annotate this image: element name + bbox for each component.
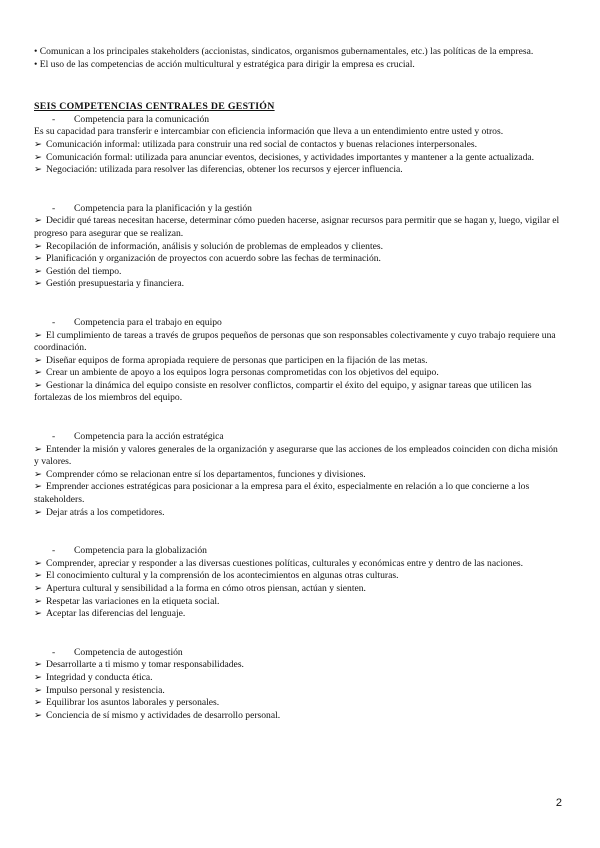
arrow-bullet-icon: ➢ [34,608,43,620]
arrow-bullet-icon: ➢ [34,240,43,252]
list-item-text: Comunicación informal: utilizada para construir una red social de contactos y buenas relaciones interpersonales. [46,138,478,150]
list-item [34,710,562,723]
list-item [34,278,562,291]
list-item [34,152,562,165]
arrow-bullet-icon: ➢ [34,709,43,721]
arrow-bullet-icon: ➢ [34,278,43,290]
list-item-text: Impulso personal y resistencia. [46,684,165,696]
arrow-bullet-icon: ➢ [34,329,43,341]
list-item-text: Comprender cómo se relacionan entre sí los departamentos, funciones y divisiones. [46,468,366,480]
section [34,203,562,291]
list-item [34,558,562,571]
section-title-text: Competencia para la planificación y la gestión [74,202,252,214]
list-item-text: Comprender, apreciar y responder a las diversas cuestiones políticas, culturales y económicas entre y dentro de las naciones. [46,557,523,569]
arrow-bullet-icon: ➢ [34,671,43,683]
list-item-text: Comunicación formal: utilizada para anunciar eventos, decisiones, y actividades importantes y mantener a la gente actualizada. [46,151,535,163]
section-title [34,203,562,216]
section-title [34,545,562,558]
arrow-bullet-icon: ➢ [34,481,43,493]
arrow-bullet-icon: ➢ [34,443,43,455]
dash-bullet: - [52,202,56,214]
arrow-bullet-icon: ➢ [34,354,43,366]
section-title [34,647,562,660]
arrow-bullet-icon: ➢ [34,468,43,480]
arrow-bullet-icon: ➢ [34,570,43,582]
section-title-text: Competencia para la comunicación [74,113,210,125]
arrow-bullet-icon: ➢ [34,595,43,607]
list-item [34,253,562,266]
arrow-bullet-icon: ➢ [34,506,43,518]
list-item-text: Desarrollarte a ti mismo y tomar responsabilidades. [46,659,244,671]
document-page [34,46,562,748]
list-item-text: Emprender acciones estratégicas para posicionar a la empresa para el éxito, especialmente en relación a lo que concierne a los stakeholders. [34,481,530,506]
intro-block [34,46,562,71]
dash-bullet: - [52,316,56,328]
arrow-bullet-icon: ➢ [34,164,43,176]
dash-bullet: - [52,113,56,125]
arrow-bullet-icon: ➢ [34,659,43,671]
section-title-text: Competencia para la acción estratégica [74,431,224,443]
list-item-text: Negociación: utilizada para resolver las diferencias, obtener los recursos y ejercer influencia. [46,164,403,176]
list-item-text: Integridad y conducta ética. [46,671,153,683]
list-item [34,481,562,506]
list-item-text: El conocimiento cultural y la comprensión de los acontecimientos en algunas otras culturas. [46,570,399,582]
list-item-text: Conciencia de sí mismo y actividades de desarrollo personal. [46,709,281,721]
list-item [34,330,562,355]
list-item [34,444,562,469]
section-title-text: Competencia para la globalización [74,545,207,557]
list-item [34,583,562,596]
list-item-text: Apertura cultural y sensibilidad a la forma en cómo otros piensan, actúan y sienten. [46,583,366,594]
dash-bullet: - [52,545,56,557]
list-item [34,507,562,520]
dash-bullet: - [52,646,56,658]
section-title [34,317,562,330]
list-item [34,697,562,710]
arrow-bullet-icon: ➢ [34,265,43,277]
list-item [34,266,562,279]
list-item [34,659,562,672]
arrow-bullet-icon: ➢ [34,253,43,265]
section-title-text: Competencia para el trabajo en equipo [74,316,222,328]
section [34,114,562,177]
list-item [34,685,562,698]
list-item [34,164,562,177]
arrow-bullet-icon: ➢ [34,151,43,163]
section [34,431,562,519]
list-item [34,215,562,240]
arrow-bullet-icon: ➢ [34,583,43,594]
list-item-text: Aceptar las diferencias del lenguaje. [46,608,186,620]
section [34,647,562,723]
list-item-text: Equilibrar los asuntos laborales y personales. [46,697,220,709]
intro-bullet: • Comunican a los principales stakeholders (accionistas, sindicatos, organismos gubernamentales, etc.) las políticas de la empresa. [34,46,534,57]
list-item [34,596,562,609]
section-title [34,431,562,444]
list-item [34,672,562,685]
list-item-text: Entender la misión y valores generales de la organización y asegurarse que las acciones de los empleados coinciden con dicha misión y valores. [34,443,558,468]
main-title: SEIS COMPETENCIAS CENTRALES DE GESTIÓN [34,101,275,113]
sections-container [34,114,562,723]
list-item-text: Gestión del tiempo. [46,265,122,277]
list-item-text: Crear un ambiente de apoyo a los equipos logra personas comprometidas con los objetivos del equipo. [46,367,439,379]
list-item-text: Planificación y organización de proyectos con acuerdo sobre las fechas de terminación. [46,253,381,265]
arrow-bullet-icon: ➢ [34,367,43,379]
page-number: 2 [555,797,562,809]
list-item [34,241,562,254]
list-item-text: Diseñar equipos de forma apropiada requiere de personas que participen en la fijación de las metas. [46,354,428,366]
list-item [34,570,562,583]
list-item [34,469,562,482]
list-item-text: Dejar atrás a los competidores. [46,506,165,518]
list-item-text: Gestionar la dinámica del equipo consiste en resolver conflictos, compartir el éxito del equipo, y asignar tareas que utilicen las fortalezas de los miembros del equipo. [34,379,532,404]
section-description: Es su capacidad para transferir e intercambiar con eficiencia información que lleva a un entendimiento entre usted y otros. [34,126,504,138]
arrow-bullet-icon: ➢ [34,379,43,391]
list-item [34,380,562,405]
list-item-text: El cumplimiento de tareas a través de grupos pequeños de personas que son responsables colectivamente y cuyo trabajo requiere una coordinación. [34,329,556,354]
list-item [34,367,562,380]
arrow-bullet-icon: ➢ [34,684,43,696]
list-item-text: Recopilación de información, análisis y solución de problemas de empleados y clientes. [46,240,384,252]
list-item-text: Gestión presupuestaria y financiera. [46,278,184,290]
section [34,545,562,621]
list-item [34,608,562,621]
list-item-text: Decidir qué tareas necesitan hacerse, determinar cómo pueden hacerse, asignar recursos para permitir que se hagan y, luego, vigilar el progreso para asegurar que se realizan. [34,215,560,239]
list-item [34,355,562,368]
list-item-text: Respetar las variaciones en la etiqueta social. [46,595,220,607]
section-title-text: Competencia de autogestión [74,646,183,658]
arrow-bullet-icon: ➢ [34,138,43,150]
arrow-bullet-icon: ➢ [34,215,43,227]
dash-bullet: - [52,431,56,443]
section [34,317,562,405]
arrow-bullet-icon: ➢ [34,557,43,569]
list-item [34,139,562,152]
section-title [34,114,562,127]
intro-bullet: • El uso de las competencias de acción multicultural y estratégica para dirigir la empresa es crucial. [34,58,415,70]
arrow-bullet-icon: ➢ [34,697,43,709]
